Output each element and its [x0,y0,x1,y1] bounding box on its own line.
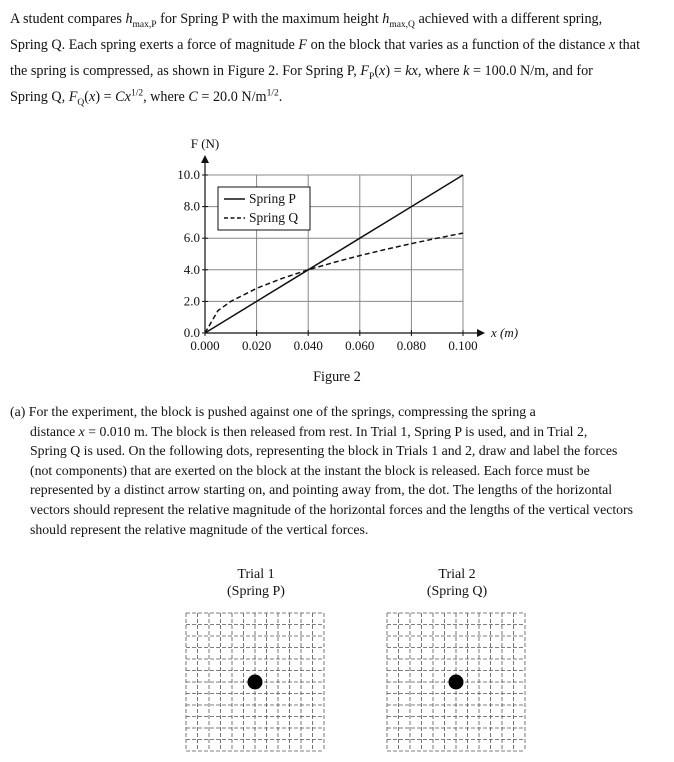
chart-tick-labels [177,136,518,353]
x-tick-label: 0.020 [241,338,272,353]
trial-2-dot-grid[interactable] [383,609,533,754]
trial-1-title: Trial 1 [237,567,275,582]
trial-2-title: Trial 2 [438,567,476,582]
chart-legend [218,187,310,230]
part-a-line-5: represented by a distinct arrow starting on, and pointing away from, the dot. The lengths of the horizontal [30,482,613,498]
trial-2-heading [387,566,527,600]
part-a-line-7: should represent the relative magnitude of the vertical forces. [30,521,369,537]
x-tick-label: 0.100 [448,338,478,353]
part-a-line-3: Spring Q is used. On the following dots, representing the block in Trials 1 and 2, draw and label the forces [30,443,618,459]
intro-line-3: the spring is compressed, as shown in Figure 2. For Spring P, $F_P(x)$ = kx, where k = 100.0 N/m, and for [10,63,593,82]
series-line-spring-q [205,233,463,333]
y-axis-label: F (N) [190,136,220,151]
y-tick-label: 8.0 [183,198,200,214]
x-tick-label: 0.080 [396,338,427,353]
block-dot [248,675,263,690]
y-tick-label: 4.0 [183,261,200,277]
trial-1-dot-grid[interactable] [182,609,332,754]
x-axis-label: x (m) [491,325,519,340]
y-tick-label: 2.0 [183,293,200,309]
intro-line-4: Spring Q, $F_Q(x) = Cx^{1/2}$, where C = 20.0 $N/m^{1/2}$. [10,88,283,108]
intro-line-2: Spring Q. Each spring exerts a force of magnitude F on the block that varies as a function of the distance x that [10,37,641,53]
figure-caption: Figure 2 [313,369,361,385]
trial-1-heading [186,566,326,600]
part-a-line-1: (a) For the experiment, the block is pushed against one of the springs, compressing the spring a [10,404,536,419]
y-tick-label: 0.0 [183,325,200,340]
block-dot [449,675,464,690]
part-a-line-2: distance x = 0.010 m. The block is then released from rest. In Trial 1, Spring P is used, and in Trial 2, [30,423,588,439]
y-tick-label: 10.0 [177,167,200,182]
trial-1-subtitle: (Spring P) [227,584,285,599]
x-tick-label: 0.000 [190,338,220,353]
part-a-body [10,422,670,540]
intro-line-1: A student compares $h_{max,P}$ for Spring P with the maximum height $h_{max,Q}$ achieved with a different spring, [10,11,603,30]
x-tick-label: 0.040 [293,338,323,353]
force-vs-compression-chart [0,0,674,370]
part-a-line-4: (not components) that are exerted on the block at the instant the block is released. Each force must be [30,462,590,478]
part-a-line-6: vectors should represent the relative magnitude of the horizontal forces and the lengths of the vertical vectors [30,501,634,517]
trial-2-subtitle: (Spring Q) [426,584,488,599]
x-tick-label: 0.060 [345,338,375,353]
part-a-text [10,402,670,539]
legend-label: Spring Q [249,210,299,225]
legend-label: Spring P [249,191,296,206]
y-tick-label: 6.0 [183,230,200,246]
